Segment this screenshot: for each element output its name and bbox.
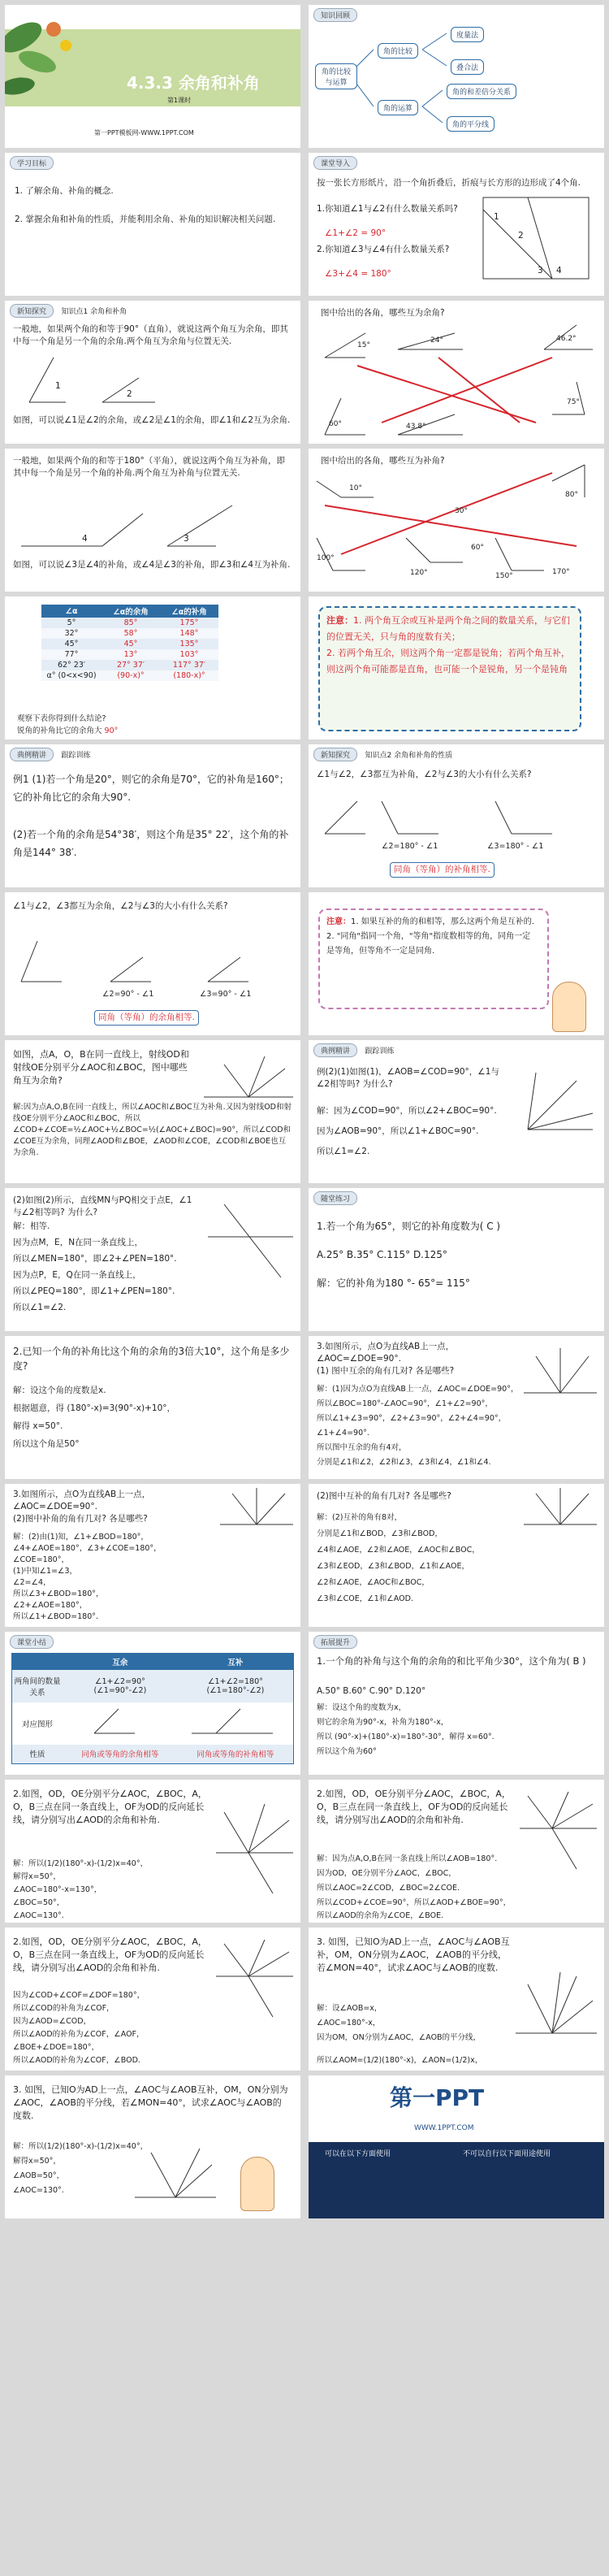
practice1-answer: 解：它的补角为180 °- 65°= 115° [317, 1277, 470, 1289]
slide-tag: 拓展提升 [313, 1635, 357, 1649]
practice5-slide [309, 1484, 604, 1627]
table-question: 观察下表你得到什么结论? [17, 714, 106, 723]
slide-tag: 随堂练习 [313, 1191, 357, 1205]
extension2-question: 2.如图，OD，OE分别平分∠AOC，∠BOC，A，O，B三点在同一条直线上，OF为OD的反向延长线，请分别写出∠AOD的余角和补角. [13, 1789, 207, 1825]
cell: 45° [123, 640, 138, 648]
answer-value: 90° [104, 726, 119, 735]
note-line-2: 2. "同角"指同一个角，"等角"指度数相等的角，同角一定是等角，但等角不一定是同角. [326, 932, 531, 956]
extension3-slide [309, 1780, 604, 1923]
extension6-slide [5, 2075, 300, 2218]
page-bottom [0, 2223, 609, 2576]
teacher-illustration [552, 982, 586, 1032]
formula-2: ∠3=180° - ∠1 [487, 842, 544, 851]
answer-line: 所以这个角为60° [317, 1747, 377, 1756]
example4-slide [5, 1188, 300, 1331]
answer-line: ∠BOC=50°， [13, 1898, 65, 1907]
extension4-slide [5, 1928, 300, 2071]
note2-text [326, 915, 538, 959]
practice3-slide [309, 1336, 604, 1479]
practice3-figure [309, 1336, 604, 1479]
answer-line: 因为点P，E，Q在同一条直线上， [13, 1270, 141, 1280]
answer-line: ∠3和∠EOD，∠3和∠BOD，∠1和∠AOE， [317, 1562, 469, 1571]
teacher-illustration [240, 2157, 274, 2211]
angle-15: 15° [357, 341, 370, 349]
cover-slide [5, 5, 300, 148]
def-complement-example: 如图，可以说∠1是∠2的余角，或∠2是∠1的余角，即∠1和∠2互为余角. [13, 415, 291, 425]
fold-label-3: 3 [538, 266, 543, 275]
property1-conclusion: 同角（等角）的补角相等. [390, 862, 495, 878]
example3-question: 例(2)(1)如图(1)，∠AOB=∠COD=90°，∠1与∠2相等吗? 为什么? [317, 1067, 499, 1089]
intro-q1: 1.你知道∠1与∠2有什么数量关系吗? [317, 204, 458, 214]
answer-line: 因为∠COD+∠COF=∠DOF=180°， [13, 1991, 145, 2000]
mindmap-measure: 度量法 [451, 27, 484, 42]
answer-line: 解：相等. [13, 1221, 50, 1231]
intro-slide [309, 153, 604, 296]
slide-tag: 学习目标 [10, 156, 54, 170]
answer-line: 所以∠1+∠3=90°，∠2+∠3=90°，∠2+∠4=90°， [317, 1414, 507, 1423]
mindmap-sum-diff: 角的和差倍分关系 [447, 84, 516, 99]
property-complement: 同角或等角的余角相等 [81, 1750, 159, 1760]
practice5-question: (2)图中互补的角有几对? 各是哪些? [317, 1491, 451, 1501]
ad-slide [309, 2075, 604, 2218]
answer-line: 分别是∠1和∠BOD，∠3和∠BOD， [317, 1529, 443, 1538]
question: 图中给出的各角，哪些互为余角? [321, 308, 445, 318]
answer-line: 所以 (90°-x)+(180°-x)=180°-30°，解得 x=60°. [317, 1733, 495, 1741]
cell: (90-x)° [117, 671, 145, 680]
answer-line: 所以∠BOC=180°-∠AOC=90°，∠1+∠2=90°， [317, 1399, 493, 1408]
property2-conclusion: 同角（等角）的余角相等. [94, 1010, 199, 1026]
extension5-figure [309, 1928, 604, 2071]
answer-line: 所以∠AOC=2∠COD，∠BOC=2∠COE. [317, 1884, 460, 1893]
answer-line: ∠4+∠AOE=180°，∠3+∠COE=180°， [13, 1544, 162, 1553]
col-complement: ∠α的余角 [113, 608, 149, 617]
answer-line: 所以∠AOM=(1/2)(180°-x)，∠AON=(1/2)x， [317, 2056, 483, 2065]
cell: 135° [179, 640, 199, 648]
answer-line: 所以∠PEQ=180°，即∠1+∠PEN=180°. [13, 1286, 175, 1296]
answer-line: 所以∠COD的补角为∠COF， [13, 2004, 114, 2013]
def-supplement-text: 一般地，如果两个角的和等于180°（平角），就说这两个角互为补角，即其中每一个角是另一个角的补角.两个角互为补角与位置无关. [13, 456, 286, 478]
angle-label-4: 4 [82, 534, 88, 544]
row-property: 性质 [29, 1750, 45, 1760]
example1-slide [5, 744, 300, 887]
ad-can-use: 可以在以下方面使用 [325, 2150, 391, 2158]
practice3-question: 3.如图所示，点O为直线AB上一点，∠AOC=∠DOE=90°. [317, 1342, 455, 1364]
row-relation: 两角间的数量关系 [14, 1676, 61, 1698]
slide-subtag: 跟踪训练 [365, 1047, 395, 1056]
angle-30: 30° [455, 507, 468, 515]
answer-line: ∠BOE+∠DOE=180°， [13, 2043, 99, 2052]
cell: α° (0<x<90) [46, 671, 97, 680]
slide-subtag: 跟踪训练 [61, 752, 91, 760]
example3-a3: 所以∠1=∠2. [317, 1147, 370, 1156]
answer-line: 所以∠AOD的补角为∠COF，∠AOF， [13, 2030, 145, 2039]
practice4-slide [5, 1484, 300, 1627]
practice2-question: 2.已知一个角的补角比这个角的余角的3倍大10°，这个角是多少度? [13, 1346, 290, 1372]
note2-slide [309, 892, 604, 1035]
answer-line: 因为点M，E，N在同一条直线上， [13, 1238, 144, 1247]
find-complement-slide [309, 301, 604, 444]
def-complement-slide [5, 301, 300, 444]
cell: (180-x)° [173, 671, 205, 680]
practice1-slide [309, 1188, 604, 1331]
angle-150: 150° [495, 572, 513, 580]
practice3-sub: (1) 图中互余的角有几对? 各是哪些? [317, 1366, 455, 1376]
extension2-slide [5, 1780, 300, 1923]
answer-line: 根据题意，得 (180°-x)=3(90°-x)+10°， [13, 1403, 176, 1413]
extension5-slide [309, 1928, 604, 2071]
col-alpha: ∠α [65, 606, 78, 616]
table-slide [5, 596, 300, 739]
angle-43: 43.8° [406, 423, 426, 431]
property2-question: ∠1与∠2，∠3都互为余角，∠2与∠3的大小有什么关系? [13, 901, 228, 911]
slide-tag: 新知探究 [10, 304, 54, 318]
slide-subtag: 知识点1 余角和补角 [61, 308, 127, 316]
angle-label-2: 2 [127, 389, 132, 399]
formula: (∠1=180°-∠2) [206, 1685, 265, 1695]
example2-slide [5, 1040, 300, 1183]
practice5-figure [309, 1484, 604, 1627]
answer-line: 解：设∠AOB=x， [317, 2004, 382, 2013]
example3-figure [309, 1040, 604, 1183]
answer-line: 解：(2)由(1)知，∠1+∠BOD=180°， [13, 1533, 149, 1542]
cover-footer: 第一PPT模板网-WWW.1PPT.COM [94, 129, 194, 137]
answer-line: ∠COE=180°， [13, 1555, 69, 1564]
slide-tag: 课堂小结 [10, 1635, 54, 1649]
cell: 27° 37′ [116, 661, 145, 670]
question: 图中给出的各角，哪些互为补角? [321, 456, 445, 466]
answer-line: 解得x=50°， [13, 2157, 61, 2166]
answer-line: 解：所以(1/2)(180°-x)-(1/2)x=40°， [13, 2142, 149, 2151]
mindmap-overlap: 叠合法 [451, 59, 484, 75]
summary-slide [5, 1632, 300, 1775]
example4-question: (2)如图(2)所示，直线MN与PQ相交于点E，∠1与∠2相等吗? 为什么? [13, 1195, 192, 1217]
example3-a2: 因为∠AOB=90°，所以∠1+∠BOC=90°. [317, 1126, 479, 1136]
answer-line: ∠2+∠AOE=180°， [13, 1601, 88, 1610]
example2-question: 如图，点A，O，B在同一直线上，射线OD和射线OE分别平分∠AOC和∠BOC，图中哪些角互为余角? [13, 1049, 189, 1086]
def-complement-text: 一般地，如果两个角的和等于90°（直角），就说这两个角互为余角，即其中每一个角是另一个角的余角.两个角互为余角与位置无关. [13, 324, 288, 346]
ad-url[interactable]: WWW.1PPT.COM [414, 2124, 474, 2132]
answer-line: ∠AOC=180°-x， [317, 2019, 381, 2027]
answer-line: ∠AOC=130°. [13, 1911, 64, 1920]
goal-1: 1. 了解余角、补角的概念. [15, 186, 114, 196]
cell: 85° [123, 618, 138, 627]
answer-line: 解：所以(1/2)(180°-x)-(1/2)x=40°， [13, 1859, 149, 1868]
angle-60b: 60° [471, 544, 484, 552]
answer-line: 则它的余角为90°-x，补角为180°-x， [317, 1718, 449, 1727]
cell: 32° [64, 629, 79, 638]
fold-label-1: 1 [494, 212, 499, 222]
formula: (∠1=90°-∠2) [93, 1685, 147, 1695]
def-supplement-slide [5, 449, 300, 592]
mindmap-slide [309, 5, 604, 148]
note-head: 注意： [326, 917, 351, 926]
angle-80: 80° [565, 491, 578, 499]
example3-slide [309, 1040, 604, 1183]
cell: 77° [64, 650, 79, 659]
property2-slide [5, 892, 300, 1035]
slide-tag: 课堂导入 [313, 156, 357, 170]
cover-subtitle: 第1课时 [167, 97, 192, 104]
formula-1: ∠2=180° - ∠1 [382, 842, 438, 851]
answer-line: ∠3和∠COE，∠1和∠AOD. [317, 1594, 413, 1603]
answer-line: 因为∠AOD=∠COD， [13, 2017, 92, 2026]
answer-line: ∠AOC=130°. [13, 2186, 64, 2195]
cell: 62° 23′ [57, 661, 86, 670]
practice1-options: A.25° B.35° C.115° D.125° [317, 1249, 447, 1260]
answer-line: ∠2=∠4， [13, 1578, 51, 1587]
find-supplement-slide [309, 449, 604, 592]
practice1-question: 1.若一个角为65°，则它的补角度数为( C ) [317, 1221, 501, 1232]
summary-figures [5, 1632, 300, 1775]
property1-question: ∠1与∠2，∠3都互为补角，∠2与∠3的大小有什么关系? [317, 770, 532, 779]
answer-line: (1)中知∠1=∠3， [13, 1567, 78, 1576]
col-supplement: ∠α的补角 [171, 608, 207, 617]
answer-line: 解：设这个角的度数是x. [13, 1386, 106, 1395]
mindmap-root: 角的比较与运算 [315, 63, 357, 89]
row-figure: 对应图形 [21, 1720, 53, 1729]
answer-line: 解：设这个角的度数为x， [317, 1703, 407, 1712]
slide-tag: 典例精讲 [313, 1043, 357, 1057]
answer-text: 锐角的补角比它的余角大 [17, 726, 102, 735]
fold-label-4: 4 [556, 266, 562, 275]
answer-line: 因为OD，OE分别平分∠AOC，∠BOC， [317, 1869, 456, 1878]
answer-line: 所以这个角是50° [13, 1439, 80, 1449]
formula: ∠1+∠2=180° [207, 1676, 263, 1686]
angle-120: 120° [410, 569, 428, 577]
intro-a1: ∠1+∠2 = 90° [325, 228, 387, 238]
angle-label-1: 1 [55, 381, 61, 391]
mindmap-compare: 角的比较 [378, 43, 418, 59]
cell: 5° [67, 618, 76, 627]
cell: 175° [179, 618, 199, 627]
angle-24: 24° [430, 336, 443, 345]
extension6-question: 3. 如图，已知O为AD上一点，∠AOC与∠AOB互补，OM，ON分别为∠AOC，∠AOB的平分线，若∠MON=40°，试求∠AOC与∠AOB的度数. [13, 2084, 288, 2121]
answer-line: ∠1+∠4=90°. [317, 1429, 369, 1438]
slide-tag: 典例精讲 [10, 748, 54, 761]
answer-line: 所以∠MEN=180°，即∠2+∠PEN=180°. [13, 1254, 177, 1264]
property-supplement: 同角或等角的补角相等 [197, 1750, 274, 1760]
angle-46: 46.2° [556, 335, 577, 343]
example1-q1: 例1 (1)若一个角是20°，则它的余角是70°，它的补角是160°；它的补角比它的余角大90°. [13, 774, 289, 803]
table-answer [17, 725, 118, 737]
slide-tag: 知识回顾 [313, 8, 357, 22]
extension1-question: 1.一个角的补角与这个角的余角的和比平角少30°，这个角为( B ) [317, 1655, 586, 1667]
def-supplement-example: 如图，可以说∠3是∠4的补角，或∠4是∠3的补角，即∠3和∠4互为补角. [13, 560, 291, 570]
cell: 13° [123, 650, 138, 659]
col-supplement: 互补 [227, 1658, 244, 1667]
note-slide [309, 596, 604, 739]
intro-text: 按一张长方形纸片，沿一个角折叠后，折痕与长方形的边形成了4个角. [317, 178, 581, 188]
cell: 148° [179, 629, 199, 638]
answer-line: ∠AOB=50°， [13, 2171, 65, 2180]
practice4-figure [5, 1484, 300, 1627]
slide-tag: 新知探究 [313, 748, 357, 761]
answer-line: 所以∠AOD的补角为∠COF，∠BOD. [13, 2056, 140, 2065]
answer-line: ∠2和∠AOE，∠AOC和∠BOC， [317, 1578, 430, 1587]
angles-figure [309, 301, 604, 444]
example1-q2: (2)若一个角的余角是54°38′，则这个角是35° 22′，这个角的补角是144° 38′. [13, 829, 289, 858]
answer-line: 解：因为点A,O,B在同一条直线上所以∠AOB=180°. [317, 1854, 498, 1863]
col-complement: 互余 [112, 1658, 128, 1667]
goals-slide [5, 153, 300, 296]
practice2-slide [5, 1336, 300, 1479]
answer-line: 因为OM，ON分别为∠AOC，∠AOB的平分线， [317, 2033, 482, 2042]
answer-line: 所以∠3+∠BOD=180°， [13, 1589, 104, 1598]
cell: 103° [179, 650, 199, 659]
angle-60: 60° [329, 420, 342, 428]
answer-line: 解：(1)因为点O为直线AB上一点，∠AOC=∠DOE=90°， [317, 1385, 519, 1394]
answer-line: 解得x=50°， [13, 1872, 61, 1881]
cell: 58° [123, 629, 138, 638]
answer-line: 解：(2)互补的角有8对， [317, 1513, 403, 1522]
example3-a1: 解：因为∠COD=90°，所以∠2+∠BOC=90°. [317, 1106, 497, 1116]
extension1-options: A.50° B.60° C.90° D.120° [317, 1686, 426, 1696]
extension4-question: 2.如图，OD，OE分别平分∠AOC，∠BOC，A，O，B三点在同一条直线上，OF为OD的反向延长线，请分别写出∠AOD的余角和补角. [13, 1936, 207, 1973]
practice4-question: 3.如图所示，点O为直线AB上一点，∠AOC=∠DOE=90°. [13, 1490, 151, 1511]
note-head: 注意： [326, 615, 353, 626]
answer-line: 解得 x=50°. [13, 1421, 63, 1431]
angle-75: 75° [567, 398, 580, 406]
formula-1: ∠2=90° - ∠1 [102, 990, 154, 999]
angle-100: 100° [317, 554, 335, 562]
formula: ∠1+∠2=90° [94, 1676, 145, 1686]
angle-10: 10° [349, 484, 362, 492]
answer-line: ∠4和∠AOE，∠2和∠AOE，∠AOC和∠BOC， [317, 1546, 480, 1555]
note-line-1: 1. 如果互补的角的和相等，那么这两个角是互补的. [351, 917, 534, 926]
answer-line: 分别是∠1和∠2，∠2和∠3，∠3和∠4，∠1和∠4. [317, 1458, 491, 1467]
answer-line: 所以∠COD+∠COE=90°，所以∠AOD+∠BOE=90°， [317, 1898, 512, 1907]
ad-logo: 第一PPT [390, 2084, 485, 2111]
answer-line: 所以∠1=∠2. [13, 1303, 67, 1312]
mindmap-operation: 角的运算 [378, 100, 418, 115]
intro-a2: ∠3+∠4 = 180° [325, 269, 391, 279]
answer-line: ∠AOC=180°-x=130°， [13, 1885, 102, 1894]
formula-2: ∠3=90° - ∠1 [200, 990, 252, 999]
slide-subtag: 知识点2 余角和补角的性质 [365, 752, 453, 760]
note-line-2: 2. 若两个角互余，则这两个角一定都是锐角；若两个角互补，则这两个角可能都是直角，也可能一个是锐角，另一个是钝角 [326, 648, 570, 674]
goal-2: 2. 掌握余角和补角的性质，并能利用余角、补角的知识解决相关问题. [15, 215, 276, 224]
example2-answer: 解:因为点A,O,B在同一直线上，所以∠AOC和∠BOC互为补角.又因为射线OD和射线OE分别平分∠AOC和∠BOC，所以∠COD+∠COE=½∠AOC+½∠BOC=½(∠AOC+∠BOC)=90°，所以∠COD和∠COE互为余角，同理∠AOD和∠BOE，∠AOD和∠COE，∠COD和∠BOE也互为余角. [13, 1103, 292, 1157]
property1-slide [309, 744, 604, 887]
fold-label-2: 2 [518, 231, 524, 241]
ad-cannot-use: 不可以自行以下面用途使用 [463, 2150, 551, 2158]
mindmap-bisector: 角的平分线 [447, 116, 495, 132]
note-text [326, 613, 570, 678]
cell: 117° 37′ [172, 661, 206, 670]
practice4-sub: (2)图中补角的角有几对? 各是哪些? [13, 1514, 148, 1524]
note-line-1: 1. 两个角互余或互补是两个角之间的数量关系，与它们的位置无关，只与角的度数有关； [326, 615, 570, 642]
cell: 45° [64, 640, 79, 648]
extension5-question: 3. 如图，已知O为AD上一点，∠AOC与∠AOB互补，OM，ON分别为∠AOC，∠AOB的平分线，若∠MON=40°，试求∠AOC与∠AOB的度数. [317, 1936, 510, 1973]
answer-line: 所以∠AOD的余角为∠COE，∠BOE. [317, 1911, 444, 1920]
answer-line: 所以∠1+∠BOD=180°. [13, 1612, 99, 1621]
intro-q2: 2.你知道∠3与∠4有什么数量关系? [317, 245, 450, 254]
extension1-slide [309, 1632, 604, 1775]
complement-table [41, 605, 218, 681]
angle-label-3: 3 [184, 534, 189, 544]
angle-170: 170° [552, 568, 570, 576]
cover-title: 4.3.3 余角和补角 [127, 73, 260, 93]
extension3-question: 2.如图，OD，OE分别平分∠AOC，∠BOC，A，O，B三点在同一条直线上，OF为OD的反向延长线，请分别写出∠AOD的余角和补角. [317, 1789, 511, 1825]
answer-line: 所以图中互余的角有4对， [317, 1443, 407, 1452]
